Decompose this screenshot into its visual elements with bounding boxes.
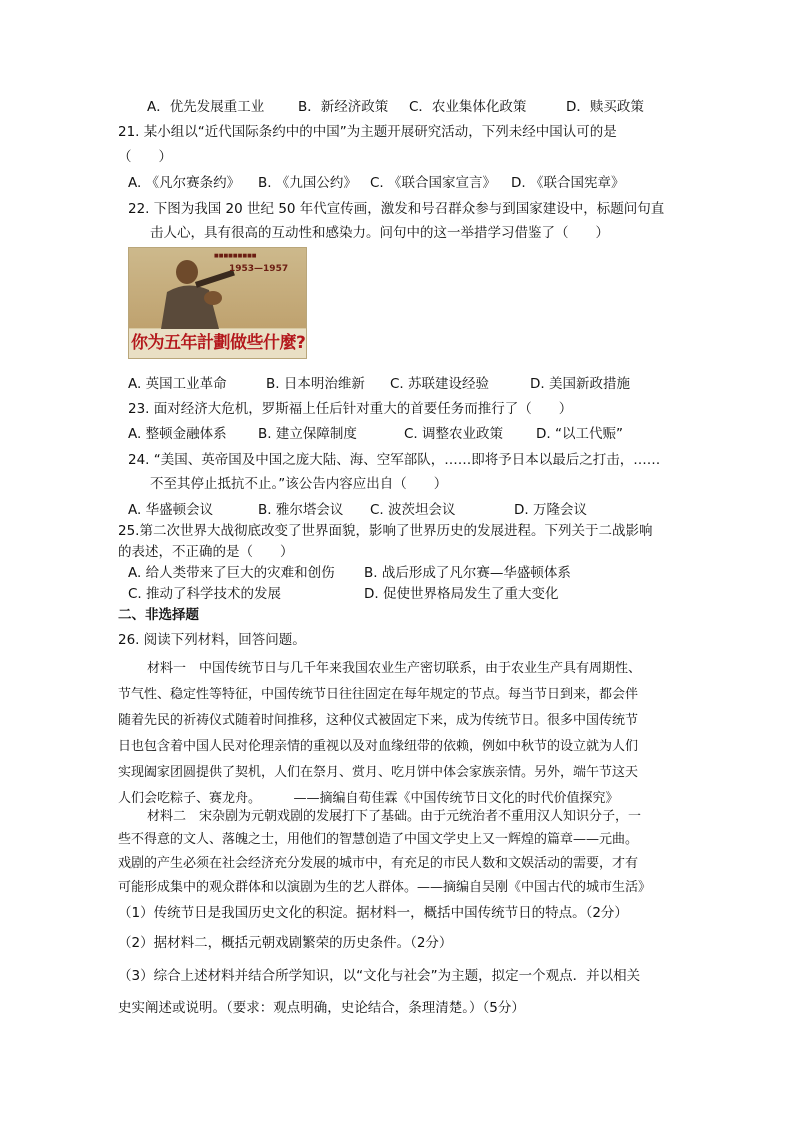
q23-option-a: A. 整顿金融体系 [128,426,227,442]
q21-option-c: C. 《联合国家宣言》 [370,175,497,191]
q20-option-d: D．赎买政策 [566,99,644,115]
q22-option-b: B. 日本明治维新 [266,376,365,392]
q23-option-d: D. “以工代赈” [536,426,623,442]
q26-material1-line3: 随着先民的祈祷仪式随着时间推移，这种仪式被固定下来，成为传统节日。很多中国传统节 [118,713,639,728]
q22-option-a: A. 英国工业革命 [128,376,227,392]
q24-option-c: C. 波茨坦会议 [370,502,456,518]
q24-stem-line2: 不至其停止抵抗不止。”该公告内容应出自（ ） [150,476,448,492]
worker-figure-icon [147,254,237,329]
q22-option-c: C. 苏联建设经验 [390,376,490,392]
q25-stem-line2: 的表述，不正确的是（ ） [118,544,294,560]
q22-option-d: D. 美国新政措施 [530,376,630,392]
q24-option-d: D. 万隆会议 [514,502,587,518]
q24-option-a: A. 华盛顿会议 [128,502,214,518]
q26-material1-line2: 节气性、稳定性等特征，中国传统节日往往固定在每年规定的节点。每当节日到来，都会伴 [118,687,639,702]
q26-material2-line1: 材料二 宋杂剧为元朝戏剧的发展打下了基础。由于元统治者不重用汉人知识分子，一 [147,809,642,824]
q22-stem-line2: 击人心，具有很高的互动性和感染力。问句中的这一举措学习借鉴了（ ） [150,225,609,241]
q21-option-a: A. 《凡尔赛条约》 [128,175,241,191]
q21-answer-blank: （ ） [118,149,172,165]
q21-option-b: B. 《九国公约》 [258,175,357,191]
propaganda-poster-image [128,247,307,359]
poster-slogan: 你为五年計劃做些什麼? [131,333,306,353]
q20-option-c: C．农业集体化政策 [409,99,527,115]
q24-option-b: B. 雅尔塔会议 [258,502,344,518]
q26-material2-line2: 些不得意的文人、落魄之士，用他们的智慧创造了中国文学史上又一辉煌的篇章——元曲。 [118,832,639,847]
q26-material2-line4: 可能形成集中的观众群体和以演剧为生的艺人群体。——摘编自吴刚《中国古代的城市生活》 [118,880,652,895]
q20-option-a: A．优先发展重工业 [147,99,265,115]
q20-option-b: B．新经济政策 [298,99,389,115]
q26-sub-question-1: （1）传统节日是我国历史文化的积淀。据材料一，概括中国传统节日的特点。（2分） [118,905,628,921]
q26-material2-line3: 戏剧的产生必须在社会经济充分发展的城市中，有充足的市民人数和文娱活动的需要，才有 [118,856,639,871]
q25-option-c: C. 推动了科学技术的发展 [128,586,282,602]
q25-option-d: D. 促使世界格局发生了重大变化 [364,586,559,602]
q26-sub-question-3-line2: 史实阐述或说明。（要求：观点明确，史论结合，条理清楚。）（5分） [118,1000,525,1016]
q22-stem-line1: 22. 下图为我国 20 世纪 50 年代宣传画，激发和号召群众参与到国家建设中，标题问句直 [128,201,665,217]
q26-stem: 26. 阅读下列材料，回答问题。 [118,632,306,648]
q23-stem: 23. 面对经济大危机，罗斯福上任后针对重大的首要任务而推行了（ ） [128,401,573,417]
q26-sub-question-3-line1: （3）综合上述材料并结合所学知识，以“文化与社会”为主题，拟定一个观点．并以相关 [118,968,641,984]
q23-option-c: C. 调整农业政策 [404,426,504,442]
q21-option-d: D. 《联合国宪章》 [511,175,625,191]
q26-material1-line5: 实现阖家团圆提供了契机，人们在祭月、赏月、吃月饼中体会家族亲情。另外，端午节这天 [118,765,639,780]
q26-material1-line1: 材料一 中国传统节日与几千年来我国农业生产密切联系，由于农业生产具有周期性、 [147,661,642,676]
poster-years: 1953—1957 [229,264,289,274]
q26-sub-question-2: （2）据材料二，概括元朝戏剧繁荣的历史条件。（2分） [118,935,453,951]
q26-material1-line4: 日也包含着中国人民对伦理亲情的重视以及对血缘纽带的依赖，例如中秋节的设立就为人们 [118,739,639,754]
section-title-non-choice: 二、非选择题 [118,607,199,623]
q24-stem-line1: 24. “美国、英帝国及中国之庞大陆、海、空军部队，……即将予日本以最后之打击，…… [128,452,661,468]
q21-stem: 21. 某小组以“近代国际条约中的中国”为主题开展研究活动，下列未经中国认可的是 [118,124,617,140]
q26-material1-line6: 人们会吃粽子、赛龙舟。 ——摘编自荀佳霖《中国传统节日文化的时代价值探究》 [118,791,619,806]
q23-option-b: B. 建立保障制度 [258,426,357,442]
poster-header-text: ■■■■■■■■■ [214,253,257,259]
q25-stem-line1: 25.第二次世界大战彻底改变了世界面貌，影响了世界历史的发展进程。下列关于二战影响 [118,523,653,539]
q25-option-b: B. 战后形成了凡尔赛—华盛顿体系 [364,565,571,581]
q25-option-a: A. 给人类带来了巨大的灾难和创伤 [128,565,335,581]
